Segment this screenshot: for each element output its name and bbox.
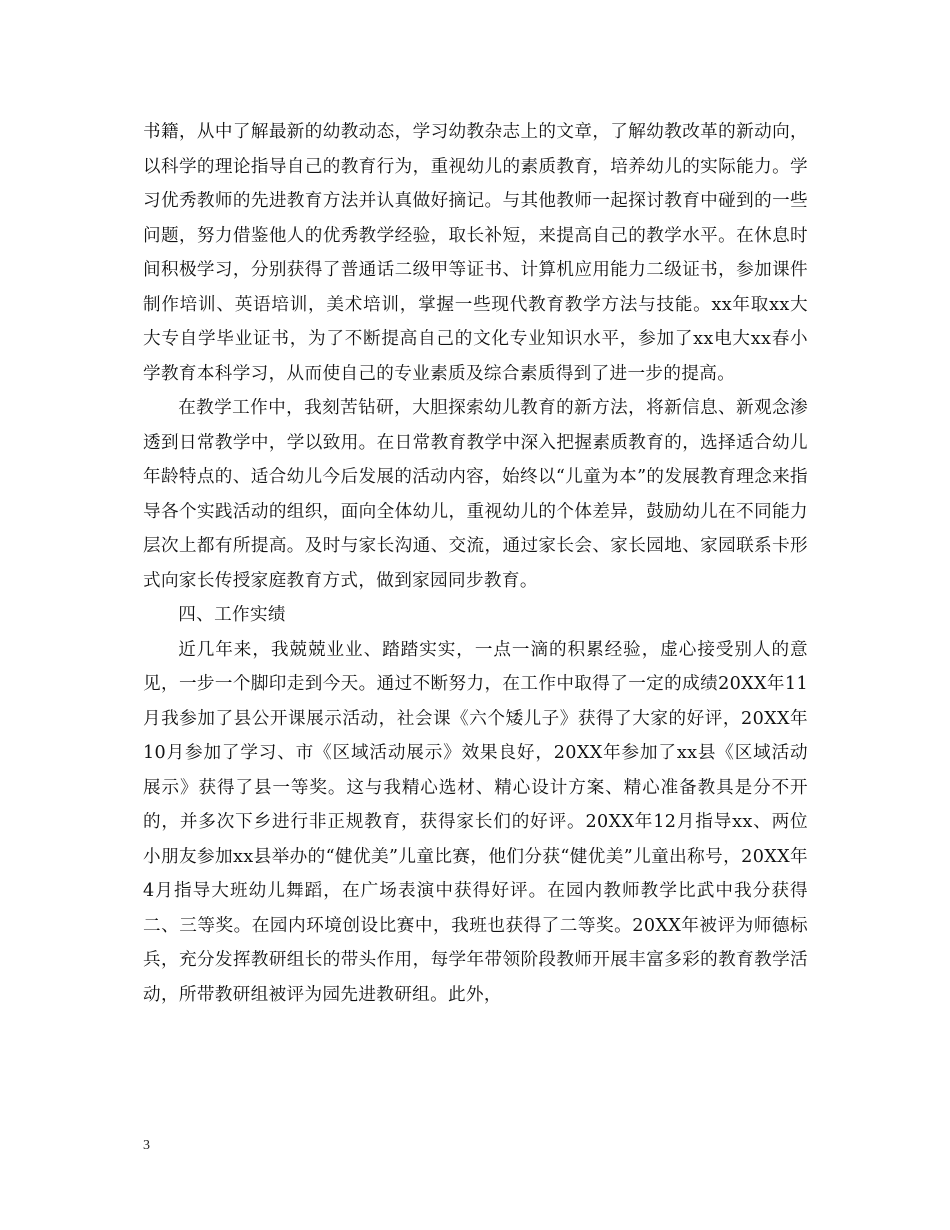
page-number: 3 bbox=[143, 1138, 150, 1153]
document-body bbox=[143, 115, 808, 1012]
paragraph-achievements: 近几年来，我兢兢业业、踏踏实实，一点一滴的积累经验，虚心接受别人的意见，一步一个脚印走到今天。通过不断努力，在工作中取得了一定的成绩20XX年11月我参加了县公开课展示活动，社会课《六个矮儿子》获得了大家的好评，20XX年10月参加了学习、市《区域活动展示》效果良好，20XX年参加了xx县《区域活动展示》获得了县一等奖。这与我精心选材、精心设计方案、精心准备教具是分不开的，并多次下乡进行非正规教育，获得家长们的好评。20XX年12月指导xx、两位小朋友参加xx县举办的“健优美”儿童比赛，他们分获“健优美”儿童出称号，20XX年4月指导大班幼儿舞蹈，在广场表演中获得好评。在园内教师教学比武中我分获得二、三等奖。在园内环境创设比赛中，我班也获得了二等奖。20XX年被评为师德标兵，充分发挥教研组长的带头作用，每学年带领阶段教师开展丰富多彩的教育教学活动，所带教研组被评为园先进教研组。此外， bbox=[143, 639, 808, 1005]
paragraph-teaching-work: 在教学工作中，我刻苦钻研，大胆探索幼儿教育的新方法，将新信息、新观念渗透到日常教学中，学以致用。在日常教育教学中深入把握素质教育的，选择适合幼儿年龄特点的、适合幼儿今后发展的活动内容，始终以“儿童为本”的发展教育理念来指导各个实践活动的组织，面向全体幼儿，重视幼儿的个体差异，鼓励幼儿在不同能力层次上都有所提高。及时与家长沟通、交流，通过家长会、家长园地、家园联系卡形式向家长传授家庭教育方式，做到家园同步教育。 bbox=[143, 398, 808, 591]
paragraph-continued: 书籍，从中了解最新的幼教动态，学习幼教杂志上的文章，了解幼教改革的新动向，以科学的理论指导自己的教育行为，重视幼儿的素质教育，培养幼儿的实际能力。学习优秀教师的先进教育方法并认真做好摘记。与其他教师一起探讨教育中碰到的一些问题，努力借鉴他人的优秀教学经验，取长补短，来提高自己的教学水平。在休息时间积极学习，分别获得了普通话二级甲等证书、计算机应用能力二级证书，参加课件制作培训、英语培训，美术培训，掌握一些现代教育教学方法与技能。xx年取xx大大专自学毕业证书，为了不断提高自己的文化专业知识水平，参加了xx电大xx春小学教育本科学习，从而使自己的专业素质及综合素质得到了进一步的提高。 bbox=[143, 122, 808, 384]
section-heading-work-achievements: 四、工作实绩 bbox=[178, 605, 286, 625]
